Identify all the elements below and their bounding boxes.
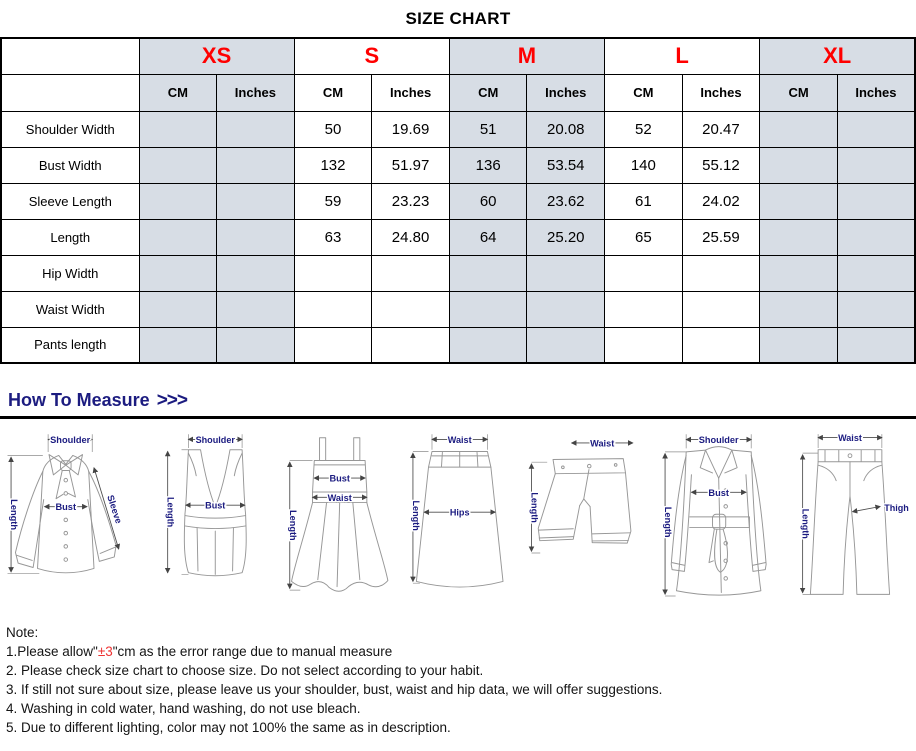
data-cell <box>837 219 915 255</box>
table-row <box>1 219 915 255</box>
row-label: Sleeve Length <box>1 183 139 219</box>
data-cell: 23.62 <box>527 183 605 219</box>
data-cell: 64 <box>449 219 527 255</box>
data-cell <box>139 147 217 183</box>
unit-header-inches: Inches <box>837 74 915 111</box>
data-cell <box>837 183 915 219</box>
data-cell: 59 <box>294 183 372 219</box>
label-bust: Bust <box>329 473 350 484</box>
unit-header-inches: Inches <box>372 74 450 111</box>
figure-strap-dress <box>281 429 401 601</box>
data-cell <box>294 255 372 291</box>
note-line-1: 1.Please allow"±3"cm as the error range due to manual measure <box>6 644 393 659</box>
table-row <box>1 327 915 363</box>
data-cell <box>294 327 372 363</box>
notes-section <box>0 611 916 737</box>
row-label: Bust Width <box>1 147 139 183</box>
row-label: Pants length <box>1 327 139 363</box>
data-cell: 50 <box>294 111 372 147</box>
corner-cell <box>1 38 139 74</box>
label-shoulder: Shoulder <box>50 435 91 446</box>
unit-header-inches: Inches <box>682 74 760 111</box>
label-sleeve: Sleeve <box>105 493 124 525</box>
data-cell <box>449 255 527 291</box>
note-line-3: 3. If still not sure about size, please leave us your shoulder, bust, waist and hip data, we will offer suggestions. <box>6 682 663 697</box>
data-cell: 25.20 <box>527 219 605 255</box>
error-range-value: ±3 <box>97 644 113 659</box>
data-cell <box>760 255 838 291</box>
figure-blouse <box>4 429 154 602</box>
label-length: Length <box>529 492 540 523</box>
data-cell <box>760 327 838 363</box>
data-cell <box>217 327 295 363</box>
data-cell <box>760 219 838 255</box>
label-bust: Bust <box>708 487 729 498</box>
label-bust: Bust <box>55 502 77 513</box>
data-cell: 60 <box>449 183 527 219</box>
data-cell <box>139 291 217 327</box>
unit-header-cm: CM <box>139 74 217 111</box>
data-cell: 132 <box>294 147 372 183</box>
data-cell: 24.80 <box>372 219 450 255</box>
data-cell: 65 <box>605 219 683 255</box>
label-thigh: Thigh <box>884 502 909 513</box>
data-cell: 19.69 <box>372 111 450 147</box>
data-cell: 51.97 <box>372 147 450 183</box>
data-cell <box>527 291 605 327</box>
how-to-measure-label: How To Measure <box>8 390 150 410</box>
data-cell: 25.59 <box>682 219 760 255</box>
table-row <box>1 183 915 219</box>
row-label: Length <box>1 219 139 255</box>
label-length: Length <box>287 510 298 541</box>
unit-header-inches: Inches <box>527 74 605 111</box>
label-length: Length <box>662 506 673 538</box>
data-cell: 20.08 <box>527 111 605 147</box>
data-cell <box>139 327 217 363</box>
unit-header-inches: Inches <box>217 74 295 111</box>
table-row <box>1 291 915 327</box>
data-cell <box>760 111 838 147</box>
corner-cell <box>1 74 139 111</box>
size-header-xl: XL <box>760 38 915 74</box>
data-cell <box>217 183 295 219</box>
label-waist: Waist <box>327 492 352 503</box>
data-cell <box>837 147 915 183</box>
note-line-4: 4. Washing in cold water, hand washing, do not use bleach. <box>6 701 361 716</box>
data-cell <box>682 255 760 291</box>
data-cell: 140 <box>605 147 683 183</box>
data-cell: 20.47 <box>682 111 760 147</box>
row-label: Hip Width <box>1 255 139 291</box>
row-label: Shoulder Width <box>1 111 139 147</box>
row-label: Waist Width <box>1 291 139 327</box>
note-line-2: 2. Please check size chart to choose size. Do not select according to your habit. <box>6 663 484 678</box>
figure-skirt <box>406 429 516 599</box>
label-waist: Waist <box>838 433 862 444</box>
data-cell: 61 <box>605 183 683 219</box>
page-title: SIZE CHART <box>405 9 511 28</box>
size-header-s: S <box>294 38 449 74</box>
figure-vest-top <box>159 429 275 599</box>
label-length: Length <box>410 500 421 531</box>
data-cell <box>449 291 527 327</box>
unit-header-row <box>1 74 915 111</box>
data-cell <box>139 111 217 147</box>
data-cell: 53.54 <box>527 147 605 183</box>
data-cell: 63 <box>294 219 372 255</box>
label-hips: Hips <box>449 507 470 518</box>
table-row <box>1 255 915 291</box>
how-to-measure-heading <box>0 364 916 412</box>
figure-pants <box>794 429 912 601</box>
data-cell <box>760 291 838 327</box>
data-cell <box>372 291 450 327</box>
measure-figures <box>0 419 916 611</box>
note-line-5: 5. Due to different lighting, color may not 100% the same as in description. <box>6 720 451 735</box>
data-cell <box>605 255 683 291</box>
unit-header-cm: CM <box>605 74 683 111</box>
data-cell <box>837 327 915 363</box>
data-cell <box>837 255 915 291</box>
data-cell <box>527 255 605 291</box>
data-cell <box>217 291 295 327</box>
size-header-l: L <box>605 38 760 74</box>
data-cell <box>760 147 838 183</box>
figure-coat <box>651 429 789 605</box>
data-cell <box>139 255 217 291</box>
data-cell: 24.02 <box>682 183 760 219</box>
figure-shorts <box>521 429 645 583</box>
label-waist: Waist <box>590 438 615 449</box>
data-cell <box>217 111 295 147</box>
data-cell <box>372 327 450 363</box>
data-cell <box>605 291 683 327</box>
label-length: Length <box>165 496 176 528</box>
data-cell <box>760 183 838 219</box>
data-cell: 51 <box>449 111 527 147</box>
data-cell: 52 <box>605 111 683 147</box>
table-row <box>1 111 915 147</box>
data-cell <box>217 219 295 255</box>
data-cell: 55.12 <box>682 147 760 183</box>
data-cell: 136 <box>449 147 527 183</box>
size-header-m: M <box>449 38 604 74</box>
data-cell <box>605 327 683 363</box>
chevrons-icon: >>> <box>156 390 187 411</box>
size-header-xs: XS <box>139 38 294 74</box>
data-cell: 23.23 <box>372 183 450 219</box>
data-cell <box>139 219 217 255</box>
data-cell <box>837 291 915 327</box>
label-shoulder: Shoulder <box>195 434 236 445</box>
label-waist: Waist <box>447 434 472 445</box>
data-cell <box>682 327 760 363</box>
data-cell <box>139 183 217 219</box>
data-cell <box>294 291 372 327</box>
unit-header-cm: CM <box>294 74 372 111</box>
data-cell <box>372 255 450 291</box>
unit-header-cm: CM <box>760 74 838 111</box>
label-length: Length <box>800 508 811 539</box>
data-cell <box>449 327 527 363</box>
label-bust: Bust <box>205 500 226 511</box>
size-chart-table <box>0 37 916 364</box>
notes-heading: Note: <box>6 625 39 640</box>
table-row <box>1 147 915 183</box>
label-length: Length <box>9 499 20 531</box>
data-cell <box>217 255 295 291</box>
data-cell <box>527 327 605 363</box>
data-cell <box>837 111 915 147</box>
data-cell <box>682 291 760 327</box>
data-cell <box>217 147 295 183</box>
label-shoulder: Shoulder <box>698 435 739 446</box>
size-header-row <box>1 38 915 74</box>
unit-header-cm: CM <box>449 74 527 111</box>
